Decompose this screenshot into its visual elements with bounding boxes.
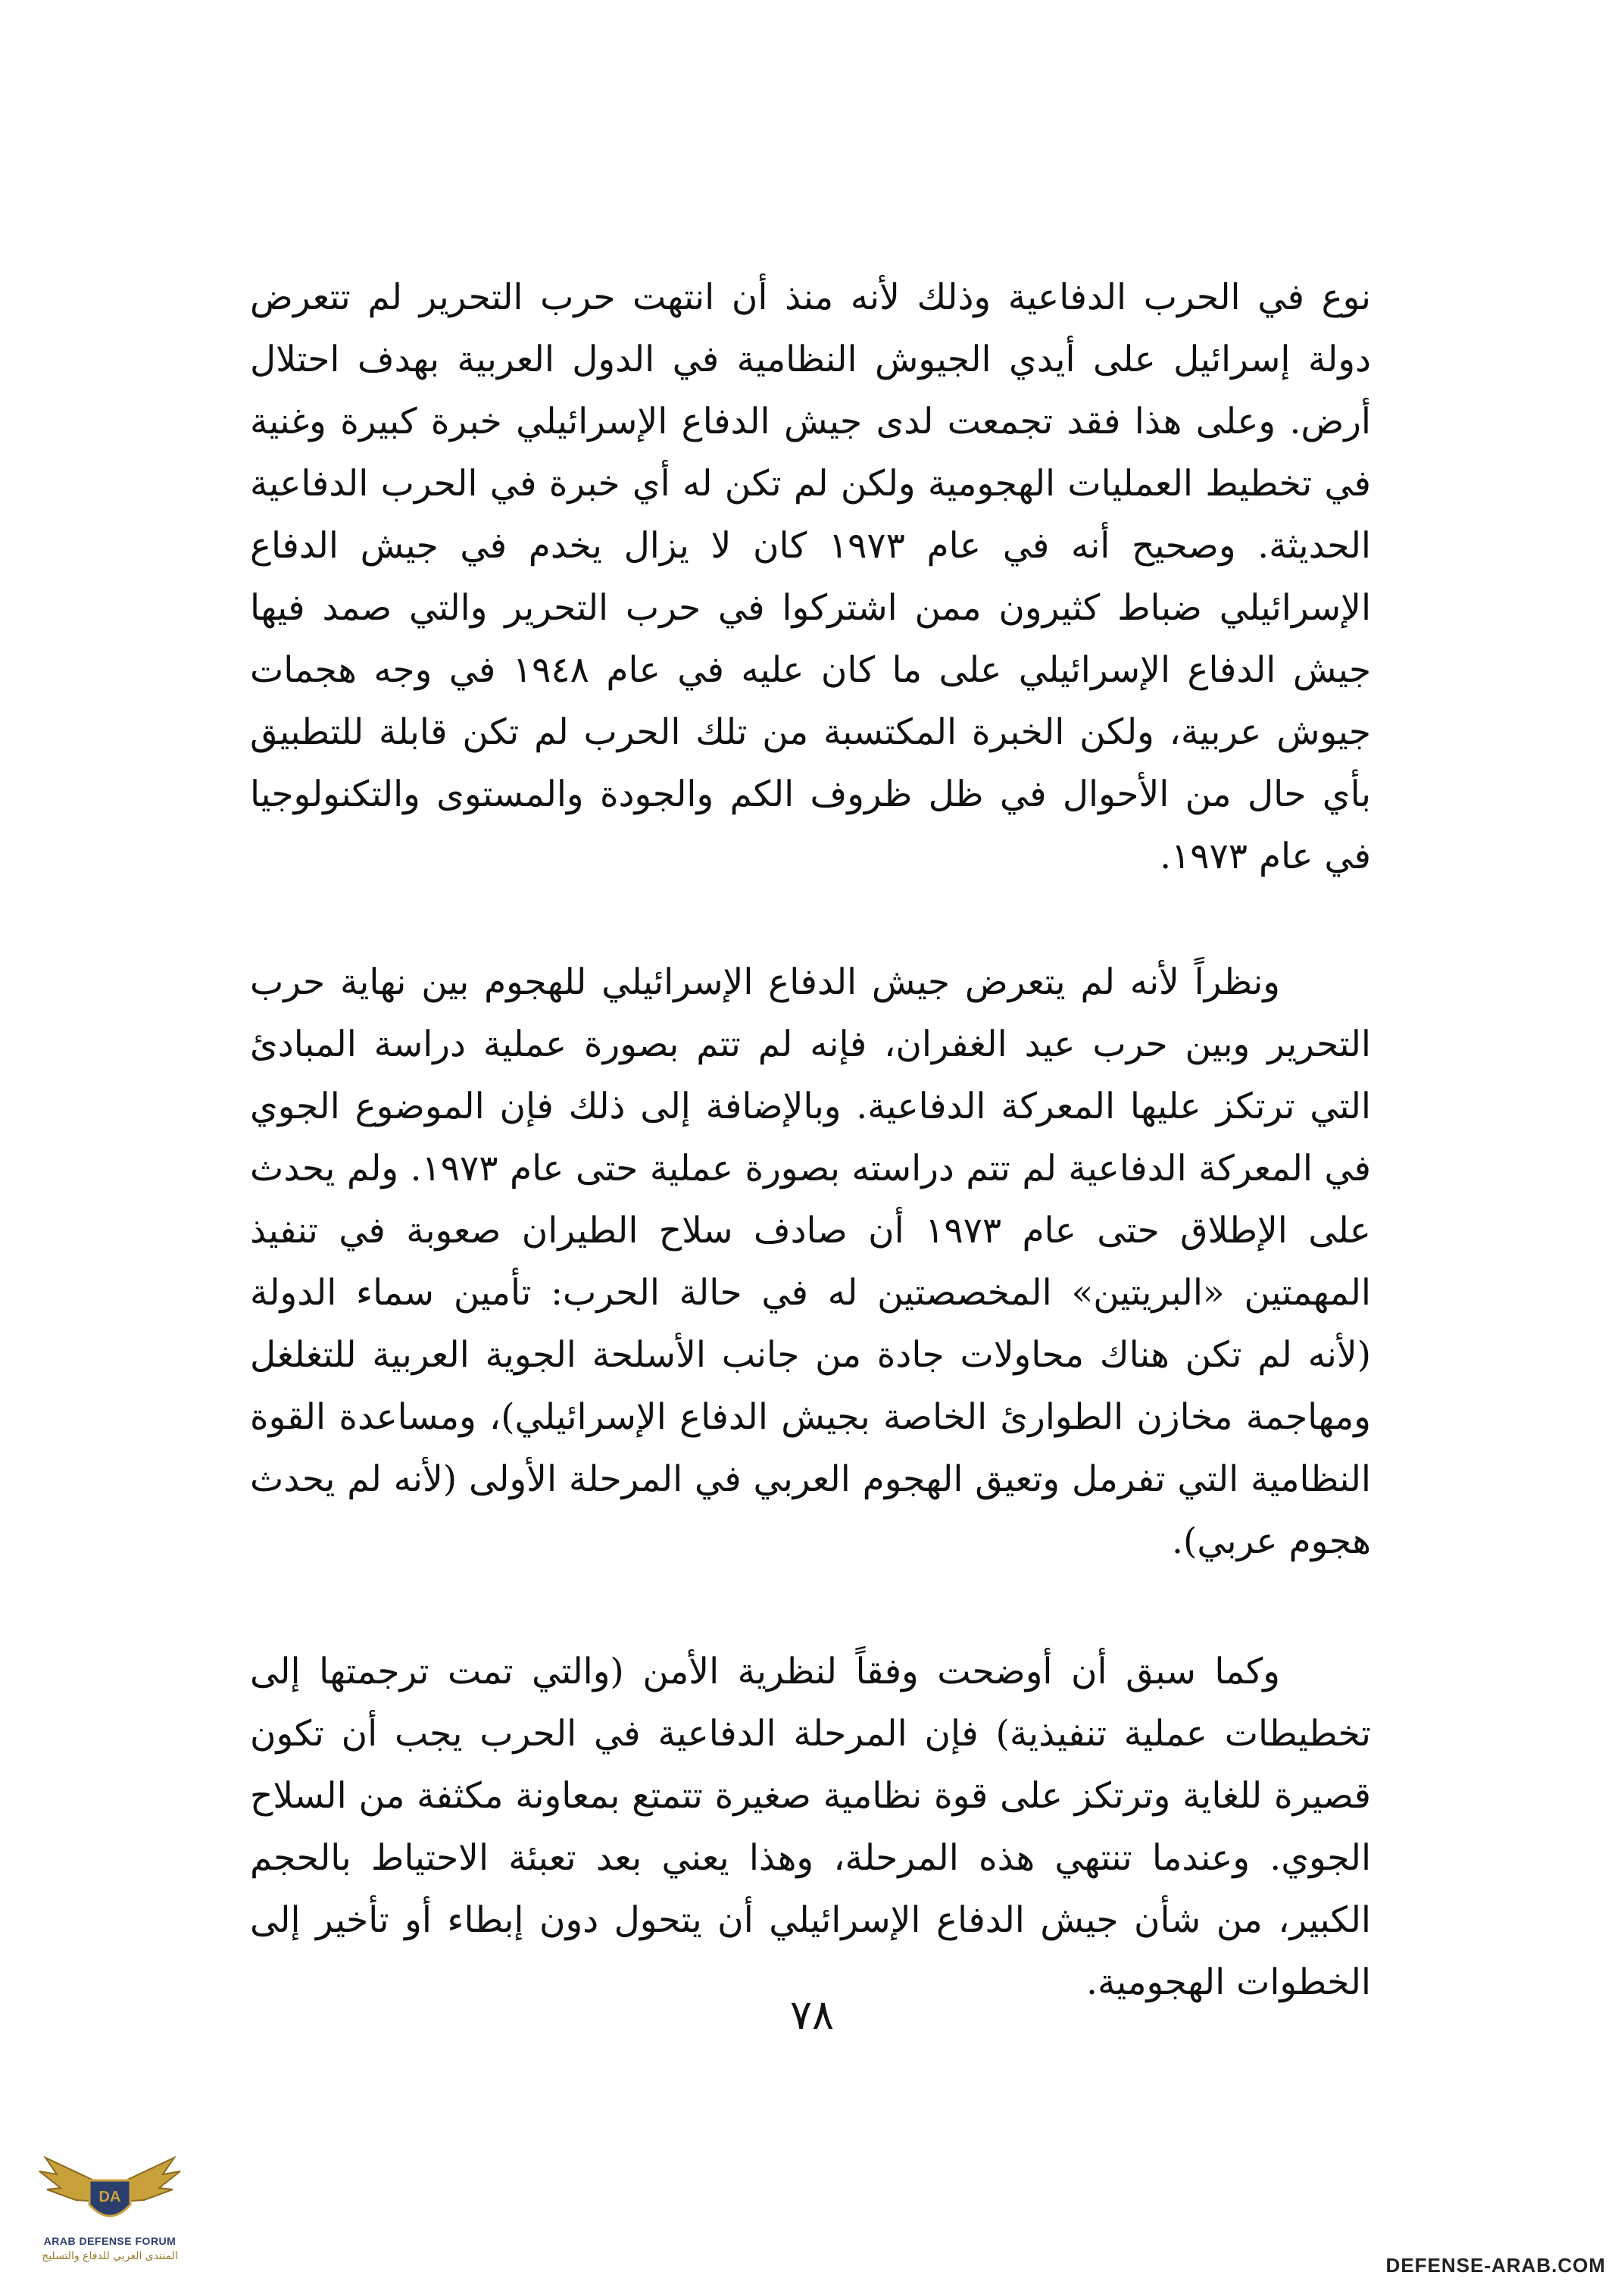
page-number: ٧٨ [789, 1991, 834, 2039]
logo-text-english: ARAB DEFENSE FORUM [43, 2235, 176, 2247]
logo-letters: DA [98, 2189, 121, 2205]
paragraph-1 [250, 267, 1371, 888]
paragraph-3 [250, 1641, 1371, 2014]
paragraph-2 [250, 952, 1371, 1573]
forum-logo [30, 2135, 189, 2279]
paragraph-text: نوع في الحرب الدفاعية وذلك لأنه منذ أن انتهت حرب التحرير لم تتعرض دولة إسرائيل على أيدي الجيوش النظامية في الدول العربية بهدف احتلال أرض. وعلى هذا فقد تجمعت لدى جيش الدفاع الإسرائيلي خبرة كبيرة وغنية في تخطيط العمليات الهجومية ولكن لم تكن له أي خبرة في الحرب الدفاعية الحديثة. وصحيح أنه في عام ١٩٧٣ كان لا يزال يخدم في جيش الدفاع الإسرائيلي ضباط كثيرون ممن اشتركوا في حرب التحرير والتي صمد فيها جيش الدفاع الإسرائيلي على ما كان عليه في عام ١٩٤٨ في وجه هجمات جيوش عربية، ولكن الخبرة المكتسبة من تلك الحرب لم تكن قابلة للتطبيق بأي حال من الأحوال في ظل ظروف الكم والجودة والمستوى والتكنولوجيا في عام ١٩٧٣. [250, 277, 1371, 877]
watermark-url: DEFENSE-ARAB.COM [1385, 2254, 1606, 2277]
eagle-emblem-icon [30, 2135, 189, 2233]
logo-text-arabic: المنتدى العربي للدفاع والتسليح [42, 2250, 178, 2262]
paragraph-text: ونظراً لأنه لم يتعرض جيش الدفاع الإسرائيلي للهجوم بين نهاية حرب التحرير وبين حرب عيد الغفران، فإنه لم تتم بصورة عملية دراسة المبادئ التي ترتكز عليها المعركة الدفاعية. وبالإضافة إلى ذلك فإن الموضوع الجوي في المعركة الدفاعية لم تتم دراسته بصورة عملية حتى عام ١٩٧٣. ولم يحدث على الإطلاق حتى عام ١٩٧٣ أن صادف سلاح الطيران صعوبة في تنفيذ المهمتين «البريتين» المخصصتين له في حالة الحرب: تأمين سماء الدولة (لأنه لم تكن هناك محاولات جادة من جانب الأسلحة الجوية العربية للتغلغل ومهاجمة مخازن الطوارئ الخاصة بجيش الدفاع الإسرائيلي)، ومساعدة القوة النظامية التي تفرمل وتعيق الهجوم العربي في المرحلة الأولى (لأنه لم يحدث هجوم عربي). [250, 961, 1371, 1562]
paragraph-text: وكما سبق أن أوضحت وفقاً لنظرية الأمن (والتي تمت ترجمتها إلى تخطيطات عملية تنفيذية) فإن المرحلة الدفاعية في الحرب يجب أن تكون قصيرة للغاية وترتكز على قوة نظامية صغيرة تتمتع بمعاونة مكثفة من السلاح الجوي. وعندما تنتهي هذه المرحلة، وهذا يعني بعد تعبئة الاحتياط بالحجم الكبير، من شأن جيش الدفاع الإسرائيلي أن يتحول دون إبطاء أو تأخير إلى الخطوات الهجومية. [250, 1651, 1371, 2003]
